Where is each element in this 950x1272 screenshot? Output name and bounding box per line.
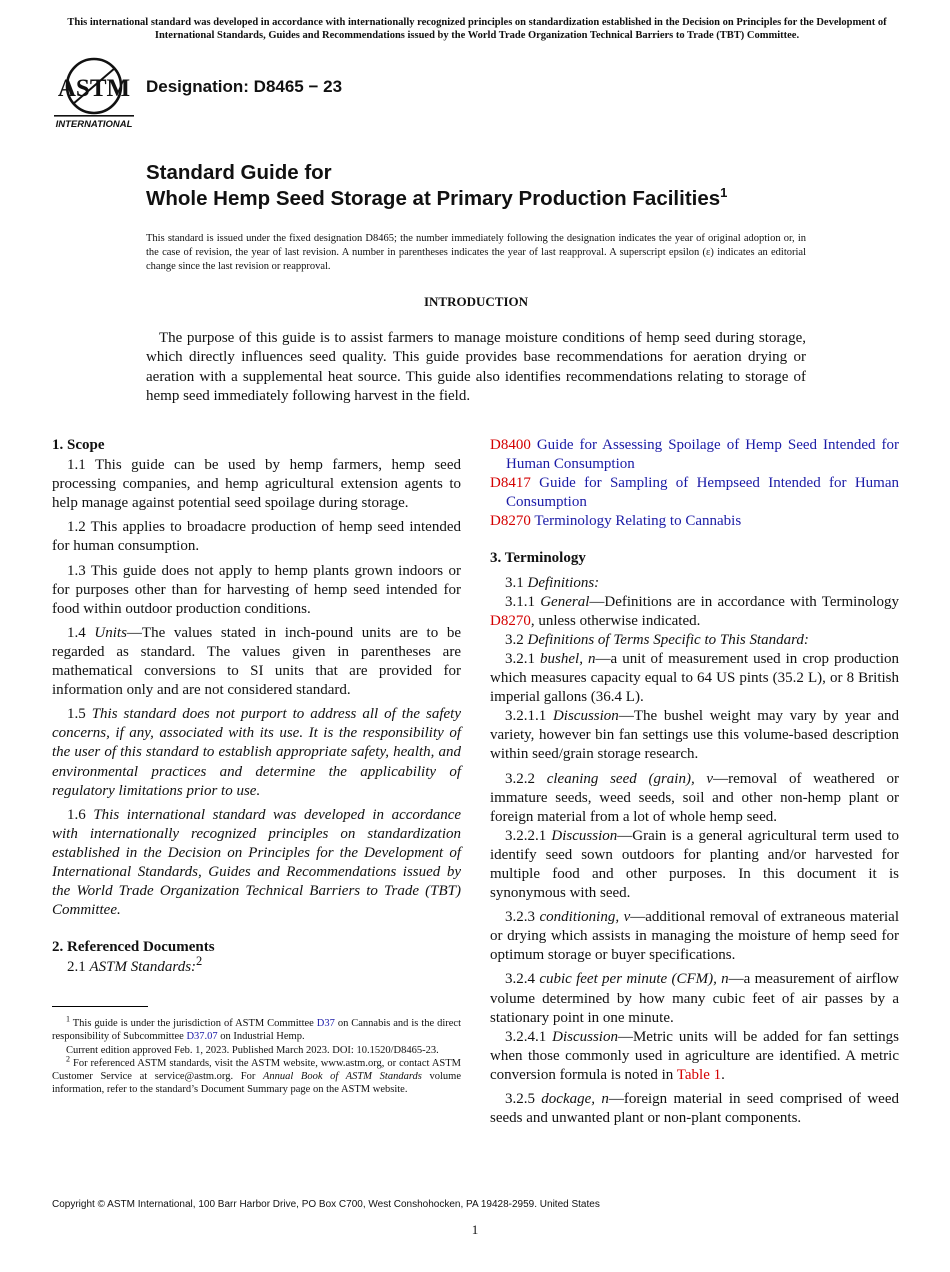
- term-3-2-4-1-end: .: [721, 1066, 725, 1083]
- footnote-2: [52, 1054, 461, 1097]
- reference-link-d8270[interactable]: D8270: [490, 513, 531, 530]
- term-3-1-1-text: —Definitions are in accordance with Terminology: [589, 593, 899, 610]
- term-3-2-1-1: [490, 707, 899, 764]
- term-3-1: [490, 574, 899, 593]
- term-3-2-2-number: 3.2.2: [505, 770, 547, 787]
- footnote-1-mark: 1: [66, 1014, 70, 1024]
- term-3-2-2-1-number: 3.2.2.1: [505, 827, 552, 844]
- standard-notice: This international standard was developed in accordance with internationally recognized principles on standardization established in the Decision on Principles for the Development of International Standards, Guides and Recommendations issued by the World Trade Organization Technical Barriers to Trade (TBT) Committee.: [67, 17, 887, 41]
- scope-1-2: 1.2 This applies to broadacre production of hemp seed intended for human consumption.: [52, 519, 461, 555]
- footnote-1-text: This guide is under the jurisdiction of ASTM Committee: [70, 1018, 317, 1029]
- term-3-2-1: [490, 650, 899, 707]
- terminology-heading: 3. Terminology: [490, 550, 586, 567]
- term-3-2-4-1-text: —Metric units will be added for fan settings when those commonly used in agriculture are identified. A metric conversion formula is noted in: [490, 1028, 899, 1083]
- term-3-2-1-term: bushel, n: [540, 650, 596, 667]
- scope-1-6: [52, 806, 461, 921]
- term-3-1-term: Definitions:: [527, 574, 600, 591]
- introduction-text: The purpose of this guide is to assist farmers to manage moisture conditions of hemp seed during storage, which directly influences seed quality. This guide provides base recommendations for aeration drying or aeration with a supplemental heat source. This guide also identifies recommendations relating to storage of hemp seed immediately following harvest in the field.: [146, 330, 806, 404]
- left-column: [52, 436, 461, 977]
- footnote-1-text-mid: on Cannabis and is the direct responsibility of Subcommittee: [52, 1018, 461, 1043]
- term-3-2-4-1-term: Discussion: [552, 1028, 618, 1045]
- footnote-1: [52, 1014, 461, 1044]
- term-3-2-2-text: —removal of weathered or immature seeds, weed seeds, soil and other non-hemp plant or foreign material from a lot of whole hemp seed.: [490, 770, 899, 825]
- reference-title[interactable]: Guide for Sampling of Hempseed Intended for Human Consumption: [506, 475, 899, 511]
- term-3-2-4: [490, 970, 899, 1027]
- title-text: Whole Hemp Seed Storage at Primary Production Facilities: [146, 187, 721, 210]
- term-3-2-1-text: —a unit of measurement used in crop production which measures capacity equal to 64 US pints (35.2 L), or 8 British imperial gallons (36.4 L).: [490, 650, 899, 706]
- term-3-2-2-1-text: —Grain is a general agricultural term used to identify seed sown outdoors for planting and/or harvested for multiple food and other purposes. In this document it is synonymous with seed.: [490, 827, 899, 902]
- term-3-2-1-1-term: Discussion: [552, 708, 619, 725]
- scope-1-1: 1.1 This guide can be used by hemp farmers, hemp seed processing companies, and hemp agricultural extension agents to help manage against potential seed spoilage during storage.: [52, 457, 461, 512]
- term-3-2-term: Definitions of Terms Specific to This Standard:: [527, 631, 809, 648]
- astm-logo-mark: [53, 56, 135, 130]
- scope-1-5-number: 1.5: [67, 706, 92, 723]
- term-3-2-5-term: dockage, n: [541, 1091, 609, 1107]
- right-column: [490, 436, 899, 1128]
- referenced-2-1: [52, 954, 461, 977]
- scope-1-5-text: This standard does not purport to address all of the safety concerns, if any, associated with its use. It is the responsibility of the user of this standard to establish appropriate safety, health, and environmental practices and determine the applicability of regulatory limitations prior to use.: [52, 706, 462, 799]
- reference-item: [490, 436, 899, 474]
- scope-1-6-number: 1.6: [67, 806, 94, 823]
- scope-1-4-number: 1.4: [67, 624, 95, 641]
- astm-logo: [53, 56, 135, 130]
- subcommittee-d37-07-link[interactable]: D37.07: [186, 1031, 218, 1043]
- term-3-2-4-number: 3.2.4: [505, 971, 540, 988]
- footnotes: [52, 1014, 461, 1097]
- copyright-footer: Copyright © ASTM International, 100 Barr Harbor Drive, PO Box C700, West Conshohocken, PA 19428-2959. United States: [52, 1199, 600, 1210]
- term-3-1-1-term: General: [540, 593, 590, 610]
- scope-heading: 1. Scope: [52, 437, 105, 453]
- title-footnote-mark: 1: [720, 185, 728, 201]
- scope-1-6-text: This international standard was developed in accordance with internationally recognized principles on standardization established in the Decision on Principles for the Development of International Standards, Guides and Recommendations issued by the World Trade Organization Technical Barriers to Trade (TBT) Committee.: [52, 806, 462, 919]
- reference-title[interactable]: Terminology Relating to Cannabis: [530, 513, 742, 530]
- term-3-2-2-1-term: Discussion: [551, 827, 618, 844]
- reference-link-d8417[interactable]: D8417: [490, 475, 531, 492]
- footnote-1-text-end: on Industrial Hemp.: [217, 1031, 305, 1043]
- footnote-1-edition: Current edition approved Feb. 1, 2023. Published March 2023. DOI: 10.1520/D8465-23.: [66, 1044, 439, 1056]
- reference-item: [490, 512, 899, 531]
- logo-letters: ASTM: [57, 75, 131, 102]
- terminology-link-d8270[interactable]: D8270: [490, 612, 531, 629]
- referenced-2-1-mark: 2: [196, 954, 203, 969]
- footnote-2-text: For referenced ASTM standards, visit the ASTM website, www.astm.org, or contact ASTM Customer Service at service@astm.org. For: [52, 1057, 461, 1083]
- scope-1-4: [52, 624, 461, 700]
- referenced-2-1-number: 2.1: [67, 959, 90, 976]
- term-3-1-number: 3.1: [505, 574, 528, 591]
- term-3-2-2: [490, 770, 899, 827]
- term-3-2-1-1-number: 3.2.1.1: [505, 708, 553, 725]
- title-line-1: Standard Guide for: [146, 161, 332, 184]
- reference-link-d8400[interactable]: D8400: [490, 437, 531, 453]
- title-line-2: [146, 186, 727, 212]
- referenced-heading: 2. Referenced Documents: [52, 939, 215, 956]
- reference-title[interactable]: Guide for Assessing Spoilage of Hemp Seed Intended for Human Consumption: [506, 437, 899, 473]
- committee-d37-link[interactable]: D37: [316, 1018, 335, 1029]
- term-3-2-4-text: —a measurement of airflow volume determined by how many cubic feet of air passes by a stationary point in one minute.: [490, 971, 900, 1026]
- introduction-heading: INTRODUCTION: [423, 294, 528, 309]
- term-3-1-1-end: , unless otherwise indicated.: [530, 612, 701, 629]
- term-3-1-1-number: 3.1.1: [505, 593, 541, 610]
- term-3-2-2-term: cleaning seed (grain), v: [546, 770, 714, 787]
- term-3-2-3-term: conditioning, v: [539, 909, 631, 926]
- scope-1-5: [52, 705, 461, 800]
- term-3-2-4-term: cubic feet per minute (CFM), n: [539, 971, 729, 988]
- term-3-1-1: [490, 593, 899, 631]
- term-3-2-5: [490, 1090, 899, 1128]
- issued-note: This standard is issued under the fixed designation D8465; the number immediately following the designation indicates the year of original adoption or, in the case of revision, the year of last revision. A number in parentheses indicates the year of last reapproval. A superscript epsilon (ε) indicates an editorial change since the last revision or reapproval.: [146, 233, 806, 272]
- footnote-2-mark: 2: [66, 1054, 70, 1064]
- term-3-2-3-number: 3.2.3: [505, 909, 540, 926]
- term-3-2-3-text: —additional removal of extraneous material or drying which assists in managing the moisture of hemp seed for optimum storage or buyer specifications.: [490, 909, 899, 964]
- logo-subtext: INTERNATIONAL: [55, 119, 133, 130]
- document-title: [146, 160, 727, 212]
- footnote-2-italic: Annual Book of ASTM Standards: [262, 1071, 422, 1083]
- scope-1-3: 1.3 This guide does not apply to hemp plants grown indoors or for purposes other than for harvesting of hemp seed intended for food within outdoor production conditions.: [52, 562, 461, 617]
- page-number: 1: [471, 1222, 479, 1237]
- table-1-link[interactable]: Table 1: [676, 1066, 722, 1083]
- designation: Designation: D8465 − 23: [146, 77, 343, 96]
- term-3-2-1-1-text: —The bushel weight may vary by year and variety, however bin fan settings use this volume-based description within seed/grain storage research.: [490, 708, 900, 763]
- term-3-2-2-1: [490, 827, 899, 903]
- term-3-2-3: [490, 908, 899, 965]
- scope-1-4-text: —The values stated in inch-pound units are to be regarded as standard. The values given in parentheses are mathematical conversions to SI units that are provided for information only and are not considered standard.: [52, 624, 461, 699]
- term-3-2-5-number: 3.2.5: [505, 1091, 542, 1107]
- reference-item: [490, 474, 899, 512]
- footnote-2-text-end: volume information, refer to the standard’s Document Summary page on the ASTM website.: [52, 1071, 461, 1096]
- term-3-2: [490, 631, 899, 650]
- term-3-2-5-text: —foreign material in seed comprised of weed seeds and unwanted plant or non-plant components.: [490, 1091, 899, 1127]
- term-3-2-number: 3.2: [505, 631, 528, 648]
- footnote-divider: [52, 1006, 148, 1007]
- scope-1-4-term: Units: [94, 624, 127, 641]
- term-3-2-4-1-number: 3.2.4.1: [505, 1028, 553, 1045]
- referenced-2-1-term: ASTM Standards:: [89, 959, 197, 976]
- term-3-2-4-1: [490, 1028, 899, 1085]
- term-3-2-1-number: 3.2.1: [505, 650, 541, 667]
